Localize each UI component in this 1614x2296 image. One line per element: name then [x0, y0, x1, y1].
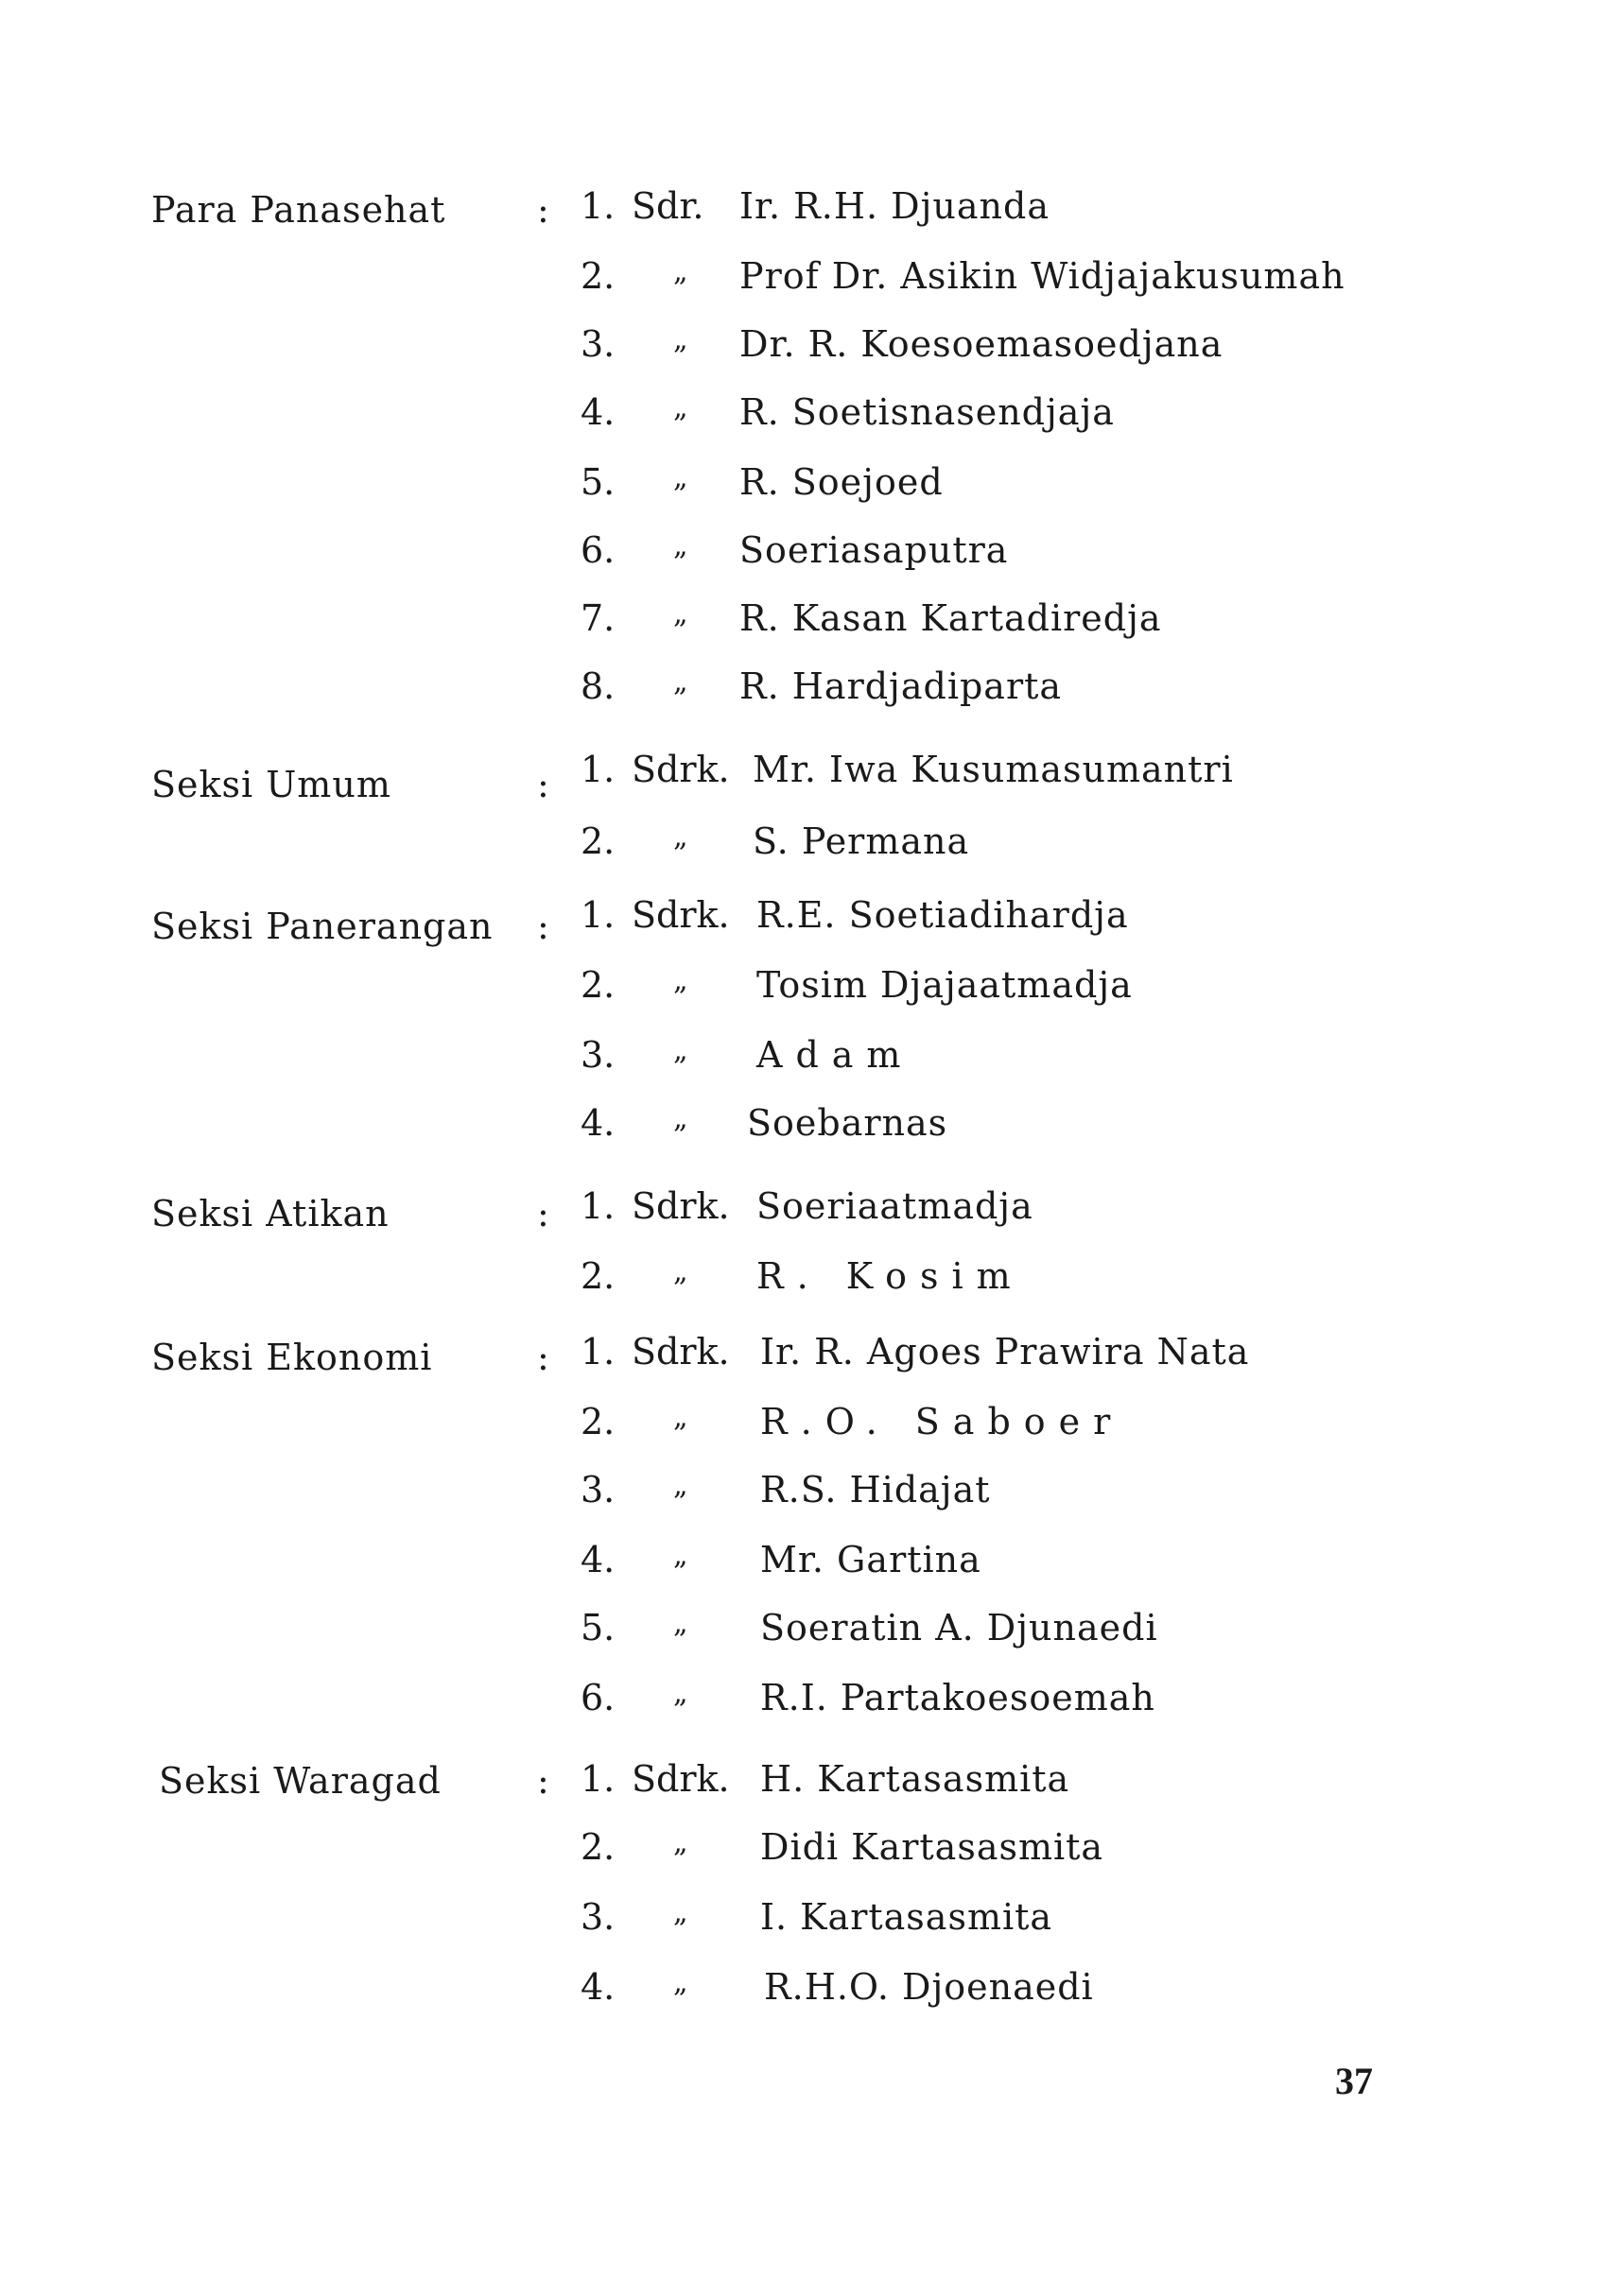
section-colon: : — [537, 1760, 549, 1802]
member-name: Soeriaatmadja — [756, 1185, 1033, 1227]
member-number: 4. — [581, 391, 616, 433]
member-name: H. Kartasasmita — [760, 1758, 1070, 1800]
member-title: „ — [673, 820, 688, 854]
section-colon: : — [537, 906, 549, 947]
member-number: 1. — [581, 894, 616, 936]
member-name: R. Kosim — [756, 1255, 1024, 1297]
section-colon: : — [537, 1337, 549, 1378]
member-name: R. Kasan Kartadiredja — [739, 597, 1162, 639]
member-title: „ — [673, 391, 688, 424]
member-title: „ — [673, 665, 688, 699]
member-title: „ — [673, 255, 688, 288]
member-row — [0, 1677, 1614, 1724]
member-row — [0, 1034, 1614, 1081]
member-number: 4. — [581, 1966, 616, 2008]
member-title: Sdrk. — [632, 1331, 730, 1372]
member-title: „ — [673, 1607, 688, 1640]
member-row — [0, 1102, 1614, 1149]
member-row — [0, 597, 1614, 645]
member-row — [0, 894, 1614, 941]
member-title: Sdr. — [632, 185, 704, 227]
member-title: Sdrk. — [632, 1185, 730, 1227]
member-name: Soebarnas — [747, 1102, 948, 1144]
member-number: 4. — [581, 1539, 616, 1580]
member-row — [0, 323, 1614, 371]
member-name: Dr. R. Koesoemasoedjana — [739, 323, 1224, 365]
member-number: 6. — [581, 1677, 616, 1718]
member-number: 2. — [581, 255, 616, 297]
member-title: „ — [673, 1539, 688, 1572]
member-number: 3. — [581, 323, 616, 365]
member-name: Ir. R.H. Djuanda — [739, 185, 1050, 227]
page-number: 37 — [1335, 2060, 1373, 2102]
member-number: 2. — [581, 820, 616, 862]
member-name: Adam — [756, 1034, 914, 1076]
section-colon: : — [537, 1193, 549, 1234]
member-row — [0, 820, 1614, 868]
member-number: 7. — [581, 597, 616, 639]
member-number: 5. — [581, 461, 616, 503]
member-title: „ — [673, 1034, 688, 1067]
member-name: Prof Dr. Asikin Widjajakusumah — [739, 255, 1345, 297]
member-number: 3. — [581, 1034, 616, 1076]
member-row — [0, 749, 1614, 796]
member-number: 6. — [581, 529, 616, 571]
section-title: Para Panasehat — [151, 189, 446, 231]
member-row — [0, 185, 1614, 233]
member-number: 4. — [581, 1102, 616, 1144]
member-row — [0, 391, 1614, 439]
member-name: R. Hardjadiparta — [739, 665, 1063, 707]
member-name: Didi Kartasasmita — [760, 1826, 1104, 1868]
member-row — [0, 1255, 1614, 1303]
member-number: 8. — [581, 665, 616, 707]
member-number: 2. — [581, 1401, 616, 1442]
member-number: 3. — [581, 1469, 616, 1511]
member-number: 1. — [581, 185, 616, 227]
member-name: Mr. Gartina — [760, 1539, 981, 1580]
section-title: Seksi Panerangan — [151, 906, 494, 947]
member-number: 5. — [581, 1607, 616, 1649]
member-row — [0, 1826, 1614, 1873]
section-colon: : — [537, 189, 549, 231]
member-row — [0, 461, 1614, 509]
member-title: „ — [673, 1102, 688, 1135]
member-row — [0, 1896, 1614, 1943]
member-number: 2. — [581, 1255, 616, 1297]
member-name: Soeratin A. Djunaedi — [760, 1607, 1158, 1649]
section-colon: : — [537, 764, 549, 805]
member-number: 2. — [581, 964, 616, 1006]
member-title: „ — [673, 597, 688, 630]
member-row — [0, 529, 1614, 577]
member-number: 1. — [581, 1331, 616, 1372]
member-name: R.S. Hidajat — [760, 1469, 991, 1511]
member-name: Ir. R. Agoes Prawira Nata — [760, 1331, 1250, 1372]
member-number: 2. — [581, 1826, 616, 1868]
member-title: Sdrk. — [632, 1758, 730, 1800]
member-name: Mr. Iwa Kusumasumantri — [753, 749, 1234, 790]
member-name: I. Kartasasmita — [760, 1896, 1053, 1938]
member-number: 1. — [581, 749, 616, 790]
member-row — [0, 1185, 1614, 1233]
member-name: S. Permana — [753, 820, 970, 862]
member-name: R.H.O. Djoenaedi — [764, 1966, 1094, 2008]
member-title: „ — [673, 529, 688, 562]
member-name: R.O. Saboer — [760, 1401, 1124, 1442]
section-title: Seksi Waragad — [159, 1760, 442, 1802]
member-row — [0, 964, 1614, 1011]
member-row — [0, 1758, 1614, 1805]
member-name: R. Soejoed — [739, 461, 944, 503]
section-title: Seksi Atikan — [151, 1193, 390, 1234]
member-name: R. Soetisnasendjaja — [739, 391, 1115, 433]
member-title: „ — [673, 461, 688, 494]
member-row — [0, 1966, 1614, 2013]
member-row — [0, 1539, 1614, 1586]
section-title: Seksi Umum — [151, 764, 391, 805]
member-title: „ — [673, 323, 688, 356]
member-title: „ — [673, 1896, 688, 1929]
member-row — [0, 1607, 1614, 1654]
member-title: Sdrk. — [632, 894, 730, 936]
member-name: R.I. Partakoesoemah — [760, 1677, 1155, 1718]
member-row — [0, 665, 1614, 713]
member-row — [0, 1469, 1614, 1516]
member-number: 1. — [581, 1185, 616, 1227]
member-number: 1. — [581, 1758, 616, 1800]
member-name: Tosim Djajaatmadja — [756, 964, 1133, 1006]
member-row — [0, 1401, 1614, 1448]
member-title: Sdrk. — [632, 749, 730, 790]
section-title: Seksi Ekonomi — [151, 1337, 433, 1378]
member-number: 3. — [581, 1896, 616, 1938]
member-name: Soeriasaputra — [739, 529, 1009, 571]
member-row — [0, 255, 1614, 302]
member-title: „ — [673, 1401, 688, 1434]
member-title: „ — [673, 1966, 688, 1999]
member-row — [0, 1331, 1614, 1378]
member-title: „ — [673, 1469, 688, 1502]
member-title: „ — [673, 1826, 688, 1859]
member-title: „ — [673, 1255, 688, 1288]
member-title: „ — [673, 964, 688, 997]
member-name: R.E. Soetiadihardja — [756, 894, 1129, 936]
member-title: „ — [673, 1677, 688, 1710]
